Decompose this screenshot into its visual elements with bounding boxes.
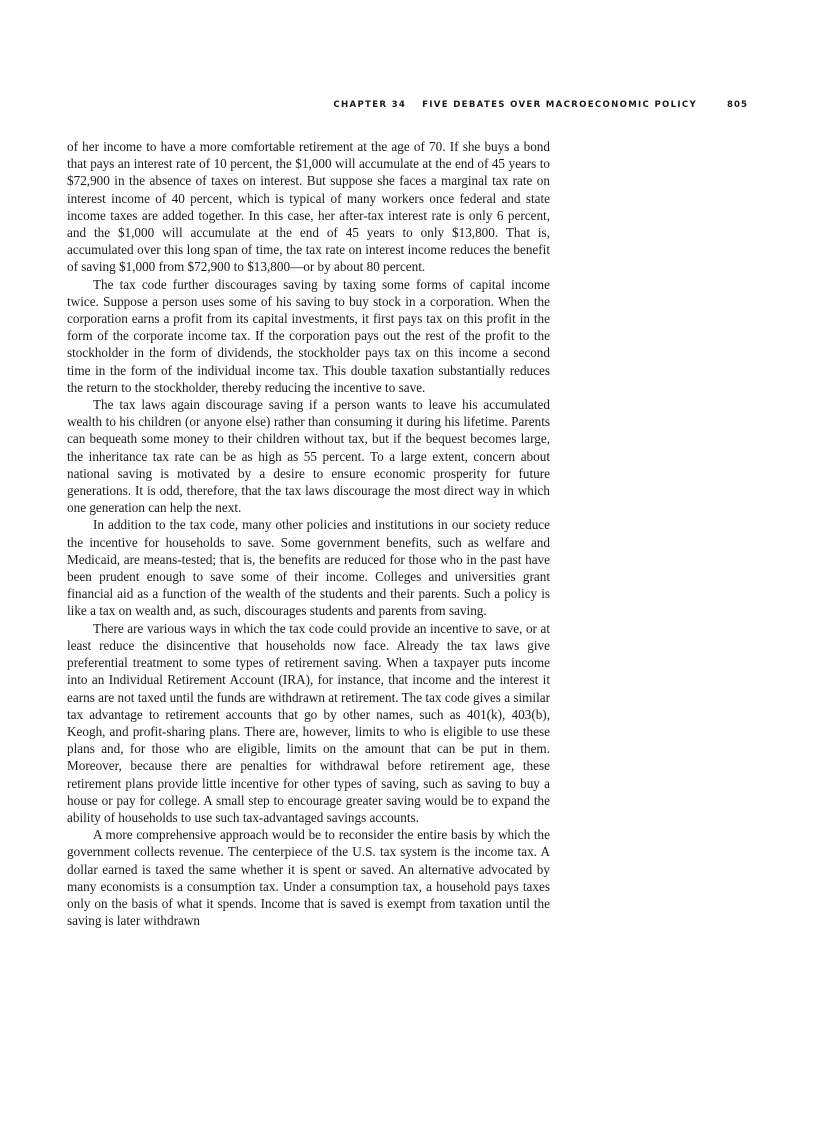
paragraph: There are various ways in which the tax code could provide an incentive to save, or at least reduce the disincentive that households now face. Already the tax laws give preferential treatment to some types of retirement saving. When a taxpayer puts income into an Individual Retirement Account (IRA), for instance, that income and the interest it earns are not taxed until the funds are withdrawn at retirement. The tax code gives a similar tax advantage to retirement accounts that go by other names, such as 401(k), 403(b), Keogh, and profit-sharing plans. There are, however, limits to who is eligible to use these plans and, for those who are eligible, limits on the amount that can be put in them. Moreover, because there are penalties for withdrawal before retirement age, these retirement plans provide little incentive for other types of saving, such as saving to buy a house or pay for college. A small step to encourage greater saving would be to expand the ability of households to use such tax-advantaged savings accounts. [67,620,550,825]
paragraph: A more comprehensive approach would be to reconsider the entire basis by which the government collects revenue. The centerpiece of the U.S. tax system is the income tax. A dollar earned is taxed the same whether it is spent or saved. An alternative advocated by many economists is a consumption tax. Under a consumption tax, a household pays taxes only on the basis of what it spends. Income that is saved is exempt from taxation until the saving is later withdrawn [67,827,550,929]
paragraph: The tax laws again discourage saving if a person wants to leave his accumulated wealth to his children (or anyone else) rather than consuming it during his lifetime. Parents can bequeath some money to their children without tax, but if the bequest becomes large, the inheritance tax rate can be as high as 55 percent. To a large extent, concern about national saving is motivated by a desire to ensure economic prosperity for future generations. It is odd, therefore, that the tax laws discourage the most direct way in which one generation can help the next. [67,397,550,516]
paragraph: of her income to have a more comfortable retirement at the age of 70. If she buys a bond that pays an interest rate of 10 percent, the $1,000 will accumulate at the end of 45 years to $72,900 in the absence of taxes on interest. But suppose she faces a marginal tax rate on interest income of 40 percent, which is typical of many workers once federal and state income taxes are added together. In this case, her after-tax interest rate is only 6 percent, and the $1,000 will accumulate at the end of 45 years to only $13,800. That is, accumulated over this long span of time, the tax rate on interest income reduces the benefit of saving $1,000 from $72,900 to $13,800—or by about 80 percent. [67,139,550,275]
body-text [67,138,550,929]
page-number: 805 [727,100,748,110]
chapter-title: FIVE DEBATES OVER MACROECONOMIC POLICY [422,100,698,110]
chapter-label: CHAPTER 34 [333,100,407,110]
paragraph: In addition to the tax code, many other policies and institutions in our society reduce the incentive for households to save. Some government benefits, such as welfare and Medicaid, are means-tested; that is, the benefits are reduced for those who in the past have been prudent enough to save some of their income. Colleges and universities grant financial aid as a function of the wealth of the students and their parents. Such a policy is like a tax on wealth and, as such, discourages students and parents from saving. [67,517,550,619]
paragraph: The tax code further discourages saving by taxing some forms of capital income twice. Suppose a person uses some of his saving to buy stock in a corporation. When the corporation earns a profit from its capital investments, it first pays tax on this profit in the form of the corporate income tax. If the corporation pays out the rest of the profit to the stockholder in the form of dividends, the stockholder pays tax on this income a second time in the form of the individual income tax. This double taxation substantially reduces the return to the stockholder, thereby reducing the incentive to save. [67,276,550,395]
running-head [0,99,748,111]
